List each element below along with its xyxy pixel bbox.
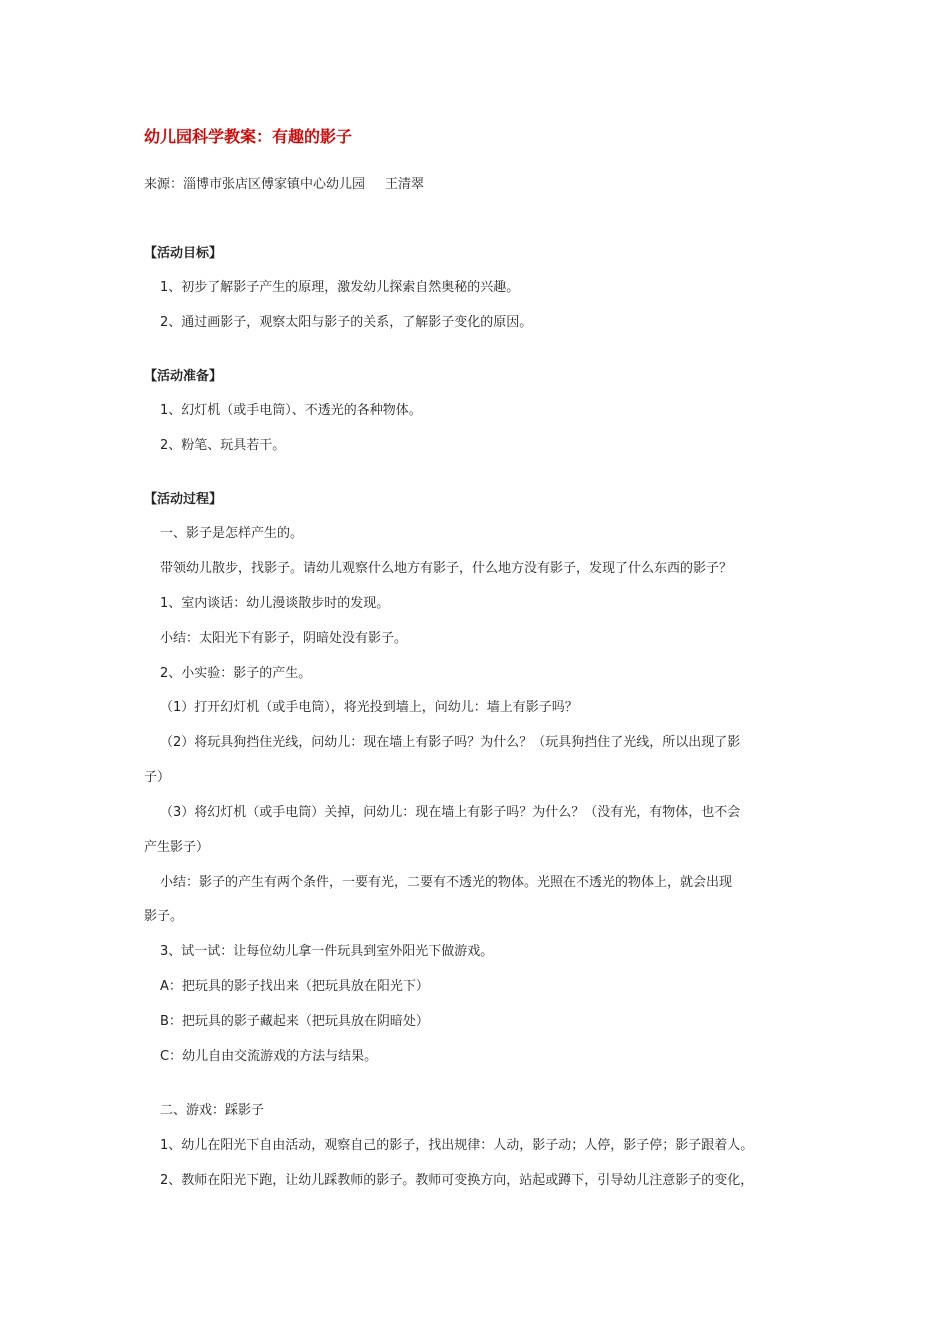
process-line: B：把玩具的影子藏起来（把玩具放在阴暗处） bbox=[160, 1014, 429, 1029]
source-name: 淄博市张店区傅家镇中心幼儿园 bbox=[183, 177, 366, 192]
section-heading-process: 【活动过程】 bbox=[144, 492, 223, 507]
preparation-item: 1、幻灯机（或手电筒）、不透光的各种物体。 bbox=[160, 403, 422, 418]
process-line: C：幼儿自由交流游戏的方法与结果。 bbox=[160, 1049, 378, 1064]
section-heading-goals: 【活动目标】 bbox=[144, 246, 223, 261]
process-line: 2、小实验：影子的产生。 bbox=[160, 666, 312, 681]
source-line bbox=[144, 175, 424, 195]
process-line: （2）将玩具狗挡住光线，问幼儿：现在墙上有影子吗？为什么？（玩具狗挡住了光线，所以出现了影 bbox=[160, 735, 741, 750]
process-line: 子） bbox=[144, 770, 171, 785]
process-line: 产生影子） bbox=[144, 840, 210, 855]
process-line: 2、教师在阳光下跑，让幼儿踩教师的影子。教师可变换方向，站起或蹲下，引导幼儿注意影子的变化， bbox=[160, 1173, 754, 1188]
process-line: 影子。 bbox=[144, 909, 184, 924]
page-title: 幼儿园科学教案：有趣的影子 bbox=[144, 127, 353, 146]
process-line: 3、试一试：让每位幼儿拿一件玩具到室外阳光下做游戏。 bbox=[160, 944, 494, 959]
process-line: （3）将幻灯机（或手电筒）关掉，问幼儿：现在墙上有影子吗？为什么？（没有光，有物体，也不会 bbox=[160, 805, 741, 820]
process-line: 1、室内谈话：幼儿漫谈散步时的发现。 bbox=[160, 596, 390, 611]
process-line: 小结：影子的产生有两个条件，一要有光，二要有不透光的物体。光照在不透光的物体上，就会出现 bbox=[160, 875, 733, 890]
process-line: 小结：太阳光下有影子，阴暗处没有影子。 bbox=[160, 631, 408, 646]
process-line: 一、影子是怎样产生的。 bbox=[160, 526, 304, 541]
process-line: 二、游戏：踩影子 bbox=[160, 1103, 265, 1118]
section-heading-preparation: 【活动准备】 bbox=[144, 369, 223, 384]
source-label: 来源： bbox=[144, 177, 184, 192]
author-name: 王清翠 bbox=[385, 177, 425, 192]
process-line: A：把玩具的影子找出来（把玩具放在阳光下） bbox=[160, 979, 429, 994]
goal-item: 1、初步了解影子产生的原理，激发幼儿探索自然奥秘的兴趣。 bbox=[160, 280, 520, 295]
process-line: （1）打开幻灯机（或手电筒），将光投到墙上，问幼儿：墙上有影子吗？ bbox=[160, 700, 578, 715]
process-line: 带领幼儿散步，找影子。请幼儿观察什么地方有影子，什么地方没有影子，发现了什么东西的影子？ bbox=[160, 561, 733, 576]
process-line: 1、幼儿在阳光下自由活动，观察自己的影子，找出规律：人动，影子动；人停，影子停；影子跟着人。 bbox=[160, 1138, 754, 1153]
goal-item: 2、通过画影子，观察太阳与影子的关系，了解影子变化的原因。 bbox=[160, 315, 533, 330]
preparation-item: 2、粉笔、玩具若干。 bbox=[160, 438, 286, 453]
